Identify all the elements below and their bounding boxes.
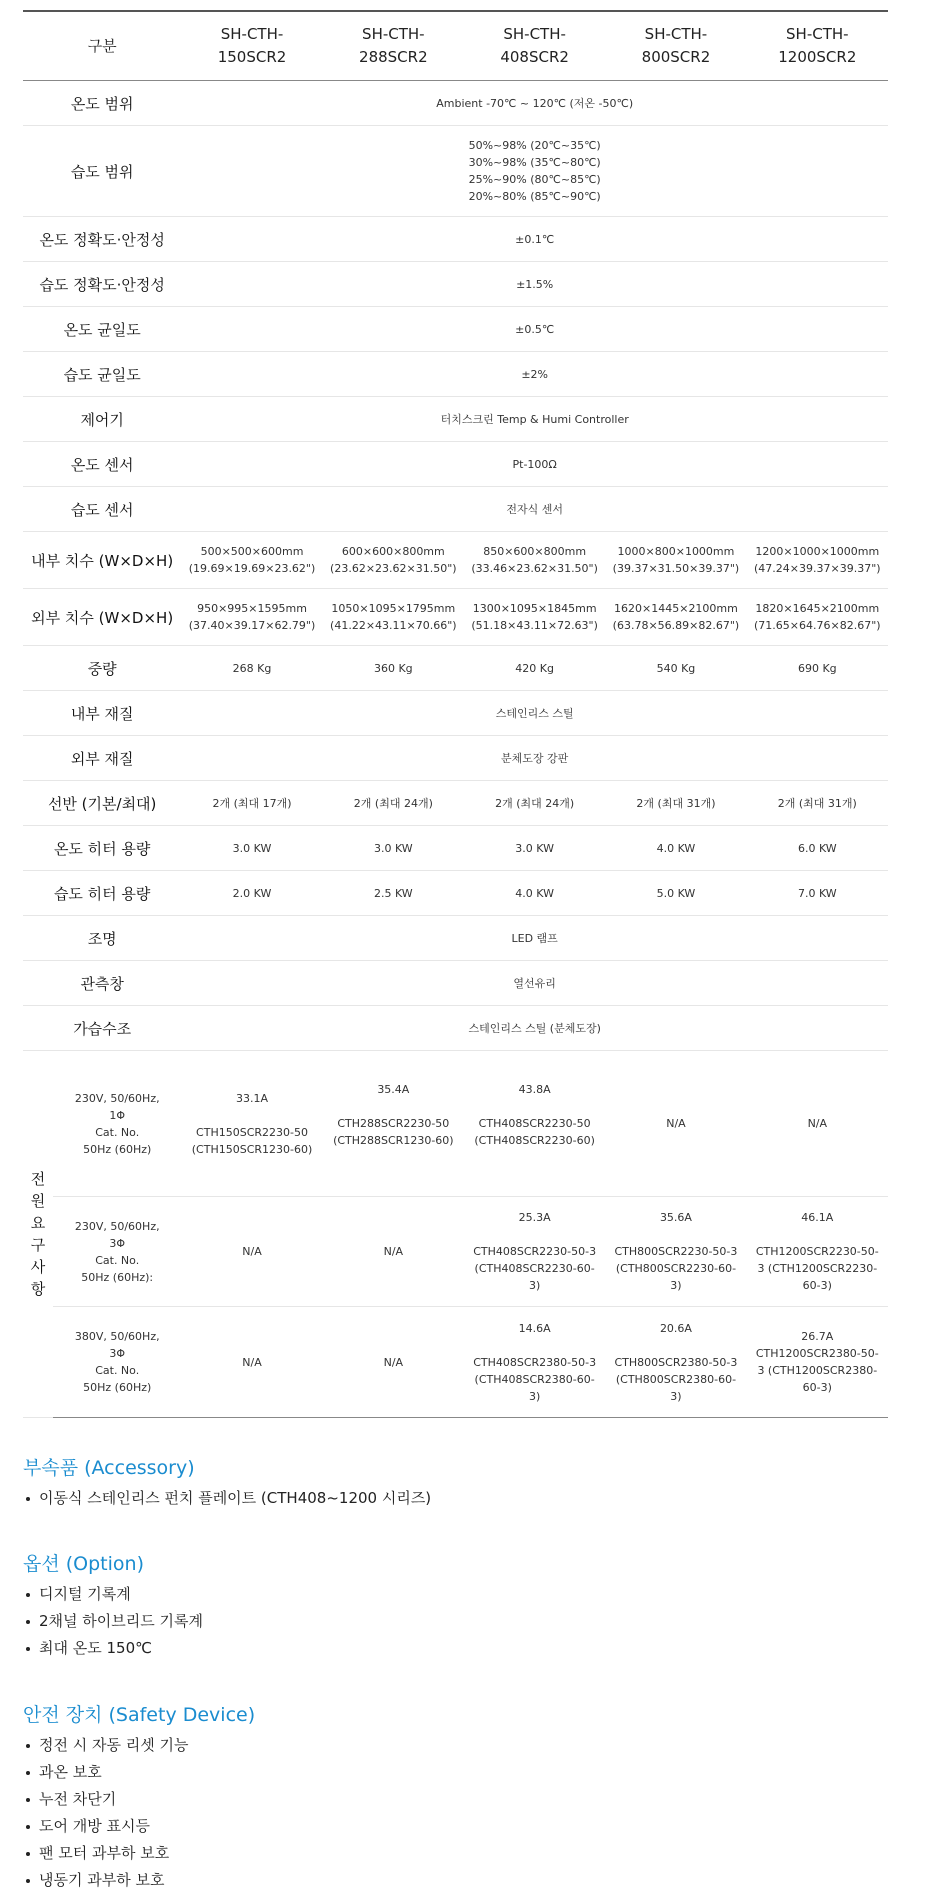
power-value-line: 35.4A <box>377 1083 410 1096</box>
spec-row <box>23 217 888 262</box>
spec-value <box>747 826 888 871</box>
spec-value-line: 1000×800×1000mm <box>617 545 735 558</box>
power-value-line: CTH288SCR2230-50 <box>337 1117 450 1130</box>
spec-value-line: (19.69×19.69×23.62") <box>188 562 316 575</box>
model-name-line: 408SCR2 <box>500 48 569 66</box>
spec-row <box>23 691 888 736</box>
spec-label: 내부 재질 <box>23 691 181 736</box>
power-value-line: 3 (CTH1200SCR2380- <box>757 1364 878 1377</box>
power-spec-label <box>53 1197 181 1307</box>
power-value-line: (CTH408SCR2380-60- <box>474 1372 595 1386</box>
list-item: 디지털 기록계 <box>23 1581 203 1608</box>
spec-value-line: 1050×1095×1795mm <box>331 602 456 615</box>
spec-value-line: 스테인리스 스틸 <box>495 706 574 720</box>
spec-value-line: 1200×1000×1000mm <box>755 545 880 558</box>
spec-value <box>181 916 888 961</box>
power-value <box>181 1197 322 1307</box>
spec-value-line: 1820×1645×2100mm <box>755 602 880 615</box>
spec-label: 내부 치수 (W×D×H) <box>23 532 181 589</box>
spec-row <box>23 397 888 442</box>
power-value-line: (CTH800SCR2380-60- <box>615 1372 737 1386</box>
spec-row <box>23 81 888 126</box>
spec-label: 습도 센서 <box>23 487 181 532</box>
power-value <box>605 1307 746 1418</box>
model-name-line: SH-CTH- <box>220 25 284 43</box>
list-item: 도어 개방 표시등 <box>23 1813 255 1840</box>
spec-value <box>747 532 888 589</box>
power-spec-label-line: 230V, 50/60Hz, <box>74 1091 160 1105</box>
power-value-line <box>605 1226 746 1243</box>
spec-value-line: 4.0 KW <box>656 841 696 855</box>
power-value-line: 26.7A <box>801 1330 834 1343</box>
list-item: 냉동기 과부하 보호 <box>23 1867 255 1894</box>
power-row <box>23 1307 888 1418</box>
spec-value-line: 690 Kg <box>797 661 837 675</box>
power-value-line: 14.6A <box>518 1321 551 1335</box>
spec-value-line: 터치스크린 Temp & Humi Controller <box>440 412 629 426</box>
power-value-line: CTH408SCR2230-50-3 <box>473 1245 597 1258</box>
power-value-line: 25.3A <box>518 1211 551 1224</box>
spec-value-line: 전자식 센서 <box>506 502 563 516</box>
spec-row <box>23 646 888 691</box>
spec-value-line: 20%~80% (85℃~90℃) <box>468 190 601 203</box>
spec-label: 온도 균일도 <box>23 307 181 352</box>
spec-value-line: (47.24×39.37×39.37") <box>754 562 881 575</box>
spec-value-line: 2개 (최대 24개) <box>495 796 575 810</box>
spec-value-line: 2개 (최대 31개) <box>777 796 857 810</box>
spec-value-line: (63.78×56.89×82.67") <box>612 619 740 632</box>
power-value-line: 3) <box>528 1389 541 1403</box>
spec-value <box>323 781 464 826</box>
accessory-list <box>23 1485 431 1512</box>
spec-value <box>747 871 888 916</box>
spec-value <box>181 307 888 352</box>
header-label: 구분 <box>23 11 181 81</box>
spec-row <box>23 736 888 781</box>
spec-value <box>181 217 888 262</box>
spec-value-line: 850×600×800mm <box>483 545 587 558</box>
list-item: 누전 차단기 <box>23 1786 255 1813</box>
spec-value <box>181 442 888 487</box>
safety-list <box>23 1732 255 1894</box>
power-value-line: 60-3) <box>802 1381 832 1394</box>
spec-row <box>23 916 888 961</box>
spec-label: 조명 <box>23 916 181 961</box>
spec-value <box>464 826 605 871</box>
power-value-line: N/A <box>242 1245 262 1258</box>
spec-value <box>181 691 888 736</box>
spec-value-line: 360 Kg <box>373 661 413 675</box>
spec-value <box>323 589 464 646</box>
spec-row <box>23 1006 888 1051</box>
power-spec-label-line: 380V, 50/60Hz, <box>74 1330 160 1343</box>
spec-value-line: ±1.5% <box>516 277 554 291</box>
power-value-line <box>323 1149 464 1166</box>
power-value-line: 20.6A <box>659 1321 692 1335</box>
spec-value <box>181 826 322 871</box>
spec-value-line: 7.0 KW <box>797 886 837 900</box>
spec-value-line: 3.0 KW <box>232 841 272 855</box>
spec-value-line: ±2% <box>521 367 549 381</box>
spec-value-line: 2.5 KW <box>373 886 413 900</box>
power-value-line <box>605 1337 746 1354</box>
spec-value-line: 3.0 KW <box>373 841 413 855</box>
spec-value-line: 6.0 KW <box>797 841 837 855</box>
spec-value-line: Ambient -70℃ ~ 120℃ (저온 -50℃) <box>436 96 634 110</box>
power-value <box>181 1307 322 1418</box>
spec-value-line: 950×995×1595mm <box>197 602 307 615</box>
spec-value <box>747 646 888 691</box>
model-name-line: 288SCR2 <box>359 48 428 66</box>
power-value-line: CTH1200SCR2230-50- <box>755 1245 879 1258</box>
power-value <box>181 1051 322 1197</box>
model-name-line: 150SCR2 <box>217 48 287 66</box>
spec-value-line: (51.18×43.11×72.63") <box>471 619 598 632</box>
power-spec-label-line: 3Φ <box>109 1347 126 1360</box>
spec-label: 관측창 <box>23 961 181 1006</box>
spec-value-line: (41.22×43.11×70.66") <box>330 619 457 632</box>
spec-value-line: 600×600×800mm <box>341 545 445 558</box>
power-spec-label-line: 50Hz (60Hz): <box>81 1270 154 1284</box>
model-name-line: SH-CTH- <box>362 25 425 43</box>
spec-label: 온도 범위 <box>23 81 181 126</box>
power-label-char: 구 <box>30 1236 46 1254</box>
power-value-line <box>464 1226 605 1243</box>
power-spec-label-line: 50Hz (60Hz) <box>83 1381 152 1394</box>
spec-value-line: 2.0 KW <box>232 886 272 900</box>
spec-label: 제어기 <box>23 397 181 442</box>
spec-value <box>181 352 888 397</box>
power-value-line <box>747 1226 888 1243</box>
spec-value <box>323 871 464 916</box>
spec-value-line: 3.0 KW <box>515 841 554 855</box>
power-value-line: 33.1A <box>236 1091 269 1105</box>
spec-value <box>181 126 888 217</box>
power-value-line: 3) <box>670 1389 682 1403</box>
spec-value-line: Pt-100Ω <box>512 457 557 471</box>
power-value <box>464 1051 605 1197</box>
spec-label: 습도 범위 <box>23 126 181 217</box>
power-value-line: CTH150SCR2230-50 <box>196 1125 308 1139</box>
spec-value <box>605 781 746 826</box>
spec-label: 선반 (기본/최대) <box>23 781 181 826</box>
spec-value <box>605 589 746 646</box>
spec-label: 습도 히터 용량 <box>23 871 181 916</box>
spec-value <box>605 646 746 691</box>
model-header <box>464 11 605 81</box>
power-label-char: 원 <box>30 1192 46 1210</box>
spec-value <box>181 589 322 646</box>
spec-label: 온도 히터 용량 <box>23 826 181 871</box>
spec-row <box>23 487 888 532</box>
spec-table-body <box>23 81 888 1418</box>
power-value-line: (CTH408SCR2230-60) <box>474 1134 595 1147</box>
spec-value <box>181 397 888 442</box>
option-list <box>23 1581 203 1662</box>
spec-label: 외부 재질 <box>23 736 181 781</box>
power-spec-label-line: Cat. No. <box>95 1364 140 1377</box>
power-value-line: 43.8A <box>518 1083 551 1096</box>
spec-value <box>181 532 322 589</box>
power-value <box>323 1307 464 1418</box>
power-value <box>747 1307 888 1418</box>
spec-value-line: 1300×1095×1845mm <box>472 602 597 615</box>
spec-label: 온도 정확도·안정성 <box>23 217 181 262</box>
spec-value-line: 2개 (최대 31개) <box>636 796 716 810</box>
power-value-line: CTH408SCR2380-50-3 <box>473 1355 597 1369</box>
spec-row <box>23 781 888 826</box>
spec-value-line: LED 램프 <box>511 931 558 945</box>
spec-label: 습도 정확도·안정성 <box>23 262 181 307</box>
spec-value-line: 420 Kg <box>515 661 554 675</box>
power-value <box>464 1307 605 1418</box>
list-item: 팬 모터 과부하 보호 <box>23 1840 255 1867</box>
spec-row <box>23 589 888 646</box>
spec-value-line: (23.62×23.62×31.50") <box>330 562 457 575</box>
spec-value <box>181 81 888 126</box>
spec-row <box>23 442 888 487</box>
power-label-char: 사 <box>30 1258 46 1276</box>
power-value-line: (CTH408SCR2230-60- <box>474 1262 595 1275</box>
power-value-line: N/A <box>242 1355 262 1369</box>
power-value-line <box>464 1098 605 1115</box>
model-header <box>181 11 322 81</box>
spec-value-line: 500×500×600mm <box>200 545 304 558</box>
spec-value-line: 1620×1445×2100mm <box>614 602 738 615</box>
power-spec-label <box>53 1051 181 1197</box>
spec-value <box>181 646 322 691</box>
spec-value <box>747 589 888 646</box>
power-value-line: 3) <box>670 1279 682 1292</box>
list-item: 최대 온도 150℃ <box>23 1635 203 1662</box>
power-label-char: 요 <box>30 1214 46 1232</box>
power-spec-label-line: 1Φ <box>109 1108 126 1122</box>
power-value <box>747 1051 888 1197</box>
spec-value <box>181 262 888 307</box>
spec-value <box>181 961 888 1006</box>
power-row <box>23 1197 888 1307</box>
spec-value <box>605 532 746 589</box>
spec-value <box>464 532 605 589</box>
power-value <box>464 1197 605 1307</box>
spec-value-line: 스테인리스 스틸 (분체도장) <box>468 1021 601 1035</box>
spec-label: 외부 치수 (W×D×H) <box>23 589 181 646</box>
power-value-line: 35.6A <box>659 1211 692 1224</box>
spec-value <box>464 781 605 826</box>
spec-value <box>181 487 888 532</box>
power-requirements-label <box>23 1051 53 1418</box>
spec-value-line: 5.0 KW <box>656 886 696 900</box>
power-value-line: 3 (CTH1200SCR2230- <box>757 1262 878 1275</box>
option-section <box>23 1551 203 1662</box>
power-value-line: CTH1200SCR2380-50- <box>755 1347 879 1360</box>
spec-row <box>23 262 888 307</box>
spec-value <box>747 781 888 826</box>
power-value-line <box>464 1149 605 1166</box>
spec-value <box>181 781 322 826</box>
power-value <box>605 1197 746 1307</box>
spec-value-line: 2개 (최대 17개) <box>212 796 292 810</box>
power-spec-label-line: 3Φ <box>109 1236 126 1250</box>
spec-value-line: 4.0 KW <box>515 886 554 900</box>
list-item: 정전 시 자동 리셋 기능 <box>23 1732 255 1759</box>
power-value-line <box>323 1098 464 1115</box>
spec-value-line: 30%~98% (35℃~80℃) <box>468 156 601 169</box>
power-spec-label <box>53 1307 181 1418</box>
spec-value-line: (37.40×39.17×62.79") <box>188 619 316 632</box>
model-name-line: SH-CTH- <box>786 25 849 43</box>
spec-row <box>23 961 888 1006</box>
safety-title: 안전 장치 (Safety Device) <box>23 1704 256 1726</box>
spec-value-line: 25%~90% (80℃~85℃) <box>468 173 601 186</box>
model-header <box>323 11 464 81</box>
spec-value <box>464 589 605 646</box>
spec-value-line: ±0.5℃ <box>515 322 555 336</box>
power-value-line <box>181 1107 322 1124</box>
power-spec-label-line: Cat. No. <box>95 1125 140 1139</box>
model-name-line: SH-CTH- <box>644 25 708 43</box>
accessory-title: 부속품 (Accessory) <box>23 1457 195 1479</box>
spec-value-line: (39.37×31.50×39.37") <box>612 562 740 575</box>
power-value-line: 60-3) <box>802 1279 832 1292</box>
spec-row <box>23 532 888 589</box>
power-value-line: 46.1A <box>801 1211 834 1224</box>
power-value-line: 3) <box>528 1279 541 1292</box>
spec-value-line: 2개 (최대 24개) <box>353 796 433 810</box>
spec-value-line: 50%~98% (20℃~35℃) <box>468 139 601 152</box>
power-label-char: 전 <box>30 1170 46 1188</box>
spec-table <box>23 10 888 1418</box>
power-value-line: N/A <box>383 1245 404 1258</box>
spec-value <box>181 871 322 916</box>
spec-label: 중량 <box>23 646 181 691</box>
model-header <box>605 11 746 81</box>
power-value-line: N/A <box>383 1355 404 1369</box>
model-name-line: SH-CTH- <box>503 25 566 43</box>
spec-label: 온도 센서 <box>23 442 181 487</box>
power-spec-label-line: Cat. No. <box>95 1253 140 1267</box>
power-value-line: (CTH288SCR1230-60) <box>333 1134 454 1147</box>
power-value <box>747 1197 888 1307</box>
spec-table-container <box>23 10 888 1418</box>
spec-row <box>23 871 888 916</box>
power-value <box>323 1197 464 1307</box>
model-name-line: 800SCR2 <box>641 48 711 66</box>
spec-value <box>181 1006 888 1051</box>
spec-row <box>23 826 888 871</box>
spec-value <box>323 646 464 691</box>
power-value-line: CTH408SCR2230-50 <box>478 1117 591 1130</box>
model-header <box>747 11 888 81</box>
spec-value <box>323 826 464 871</box>
power-value-line: CTH800SCR2230-50-3 <box>614 1245 738 1258</box>
spec-label: 가습수조 <box>23 1006 181 1051</box>
power-value-line: CTH800SCR2380-50-3 <box>614 1355 738 1369</box>
power-spec-label-line: 50Hz (60Hz) <box>83 1142 152 1156</box>
power-value-line: N/A <box>807 1117 828 1130</box>
spec-row <box>23 307 888 352</box>
power-value-line <box>464 1337 605 1354</box>
power-row <box>23 1051 888 1197</box>
spec-value-line: 열선유리 <box>513 976 556 990</box>
spec-value-line: (71.65×64.76×82.67") <box>754 619 881 632</box>
power-value-line: (CTH150SCR1230-60) <box>191 1142 313 1156</box>
list-item: 이동식 스테인리스 펀치 플레이트 (CTH408~1200 시리즈) <box>23 1485 431 1512</box>
power-value <box>323 1051 464 1197</box>
spec-value-line: 268 Kg <box>232 661 272 675</box>
accessory-section <box>23 1455 431 1512</box>
spec-value <box>464 646 605 691</box>
power-value-line: N/A <box>666 1117 686 1130</box>
spec-value-line: 분체도장 강판 <box>501 751 569 765</box>
model-name-line: 1200SCR2 <box>778 48 857 66</box>
spec-value-line: 540 Kg <box>656 661 696 675</box>
option-title: 옵션 (Option) <box>23 1553 144 1575</box>
list-item: 과온 보호 <box>23 1759 255 1786</box>
spec-value-line: ±0.1℃ <box>515 232 555 246</box>
spec-value <box>323 532 464 589</box>
spec-row <box>23 352 888 397</box>
table-header-row <box>23 11 888 81</box>
power-label-char: 항 <box>30 1280 46 1298</box>
list-item: 2채널 하이브리드 기록계 <box>23 1608 203 1635</box>
spec-row <box>23 126 888 217</box>
safety-section <box>23 1702 255 1894</box>
power-spec-label-line: 230V, 50/60Hz, <box>74 1219 160 1233</box>
power-value-line: (CTH800SCR2230-60- <box>615 1262 737 1275</box>
spec-value <box>605 871 746 916</box>
spec-value <box>181 736 888 781</box>
spec-value <box>464 871 605 916</box>
spec-value-line: (33.46×23.62×31.50") <box>471 562 598 575</box>
spec-value <box>605 826 746 871</box>
spec-label: 습도 균일도 <box>23 352 181 397</box>
power-value <box>605 1051 746 1197</box>
